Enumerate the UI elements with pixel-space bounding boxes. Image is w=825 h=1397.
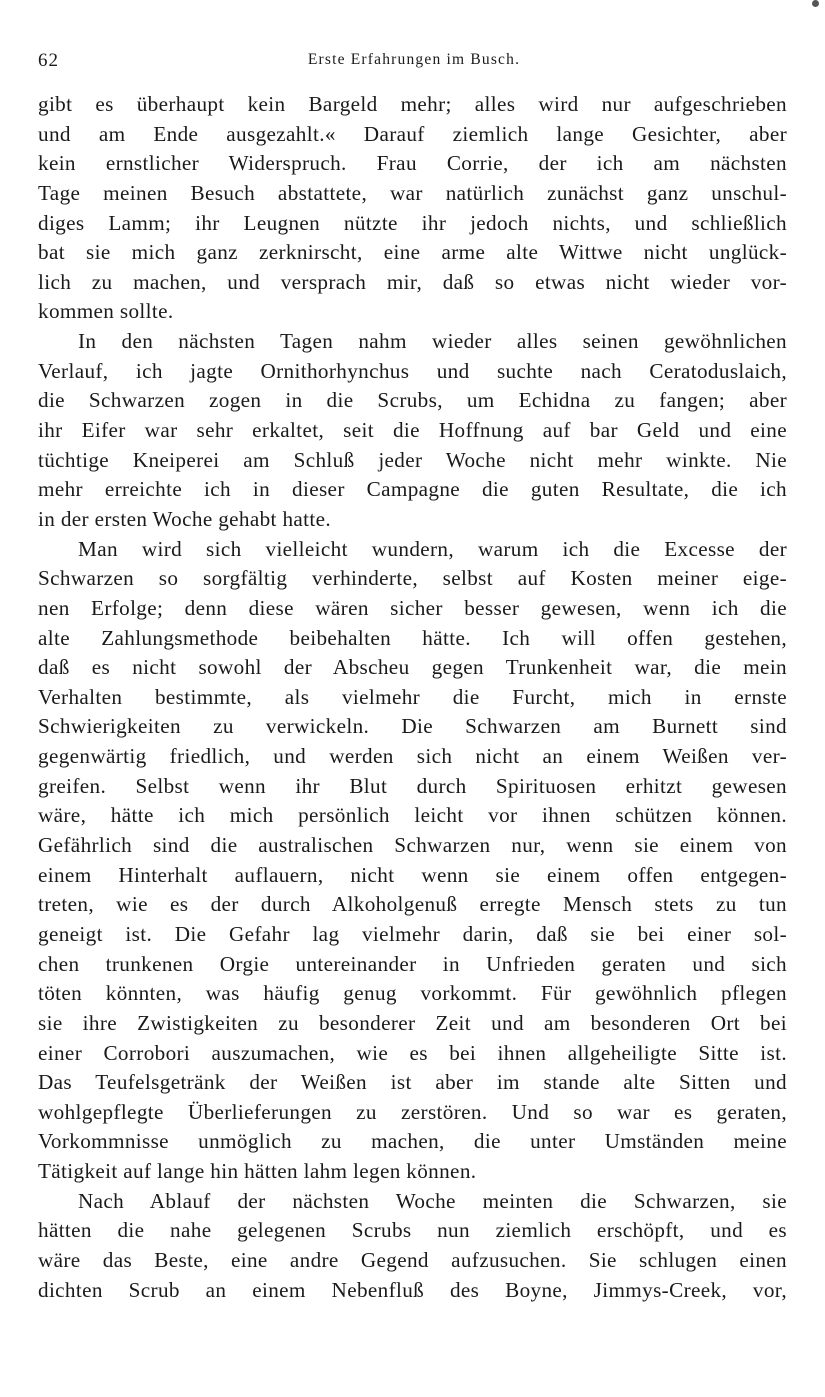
- text-line: Schwierigkeiten zu verwickeln. Die Schwarzen am Burnett sind: [38, 714, 787, 739]
- text-line: mehr erreichte ich in dieser Campagne die guten Resultate, die ich: [38, 477, 787, 502]
- text-line: Tätigkeit auf lange hin hätten lahm legen können.: [38, 1159, 477, 1184]
- text-line: ihr Eifer war sehr erkaltet, seit die Hoffnung auf bar Geld und eine: [38, 418, 787, 443]
- text-line: gibt es überhaupt kein Bargeld mehr; alles wird nur aufgeschrieben: [38, 92, 787, 116]
- text-line: tüchtige Kneiperei am Schluß jeder Woche nicht mehr winkte. Nie: [38, 447, 787, 472]
- text-line: töten könnten, was häufig genug vorkommt. Für gewöhnlich pflegen: [38, 981, 787, 1006]
- text-line: geneigt ist. Die Gefahr lag vielmehr darin, daß sie bei einer sol-: [38, 921, 787, 946]
- page-number: 62: [38, 50, 59, 71]
- text-line: kommen sollte.: [38, 299, 174, 324]
- text-line: einer Corrobori auszumachen, wie es bei ihnen allgeheiligte Sitte ist.: [38, 1040, 787, 1065]
- text-line: wohlgepflegte Überlieferungen zu zerstören. Und so war es geraten,: [38, 1099, 787, 1124]
- text-line: Tage meinen Besuch abstattete, war natürlich zunächst ganz unschul-: [38, 180, 787, 205]
- text-line: wäre, hätte ich mich persönlich leicht vor ihnen schützen können.: [38, 803, 787, 828]
- text-line: in der ersten Woche gehabt hatte.: [38, 506, 332, 531]
- text-line: treten, wie es der durch Alkoholgenuß erregte Mensch stets zu tun: [38, 892, 787, 917]
- text-line: hätten die nahe gelegenen Scrubs nun ziemlich erschöpft, und es: [38, 1218, 787, 1243]
- text-line: gegenwärtig friedlich, und werden sich nicht an einem Weißen ver-: [38, 744, 787, 769]
- text-line: bat sie mich ganz zerknirscht, eine arme alte Wittwe nicht unglück-: [38, 240, 787, 265]
- paragraph-first-line: In den nächsten Tagen nahm wieder alles seinen gewöhnlichen: [78, 329, 787, 354]
- text-line: sie ihre Zwistigkeiten zu besonderer Zeit und am besonderen Ort bei: [38, 1010, 787, 1035]
- text-line: dichten Scrub an einem Nebenfluß des Boyne, Jimmys-Creek, vor,: [38, 1277, 787, 1302]
- text-line: diges Lamm; ihr Leugnen nützte ihr jedoch nichts, und schließlich: [38, 210, 787, 235]
- text-line: die Schwarzen zogen in die Scrubs, um Echidna zu fangen; aber: [38, 388, 787, 413]
- scan-speck: [812, 0, 819, 7]
- text-line: Verlauf, ich jagte Ornithorhynchus und suchte nach Ceratoduslaich,: [38, 358, 787, 383]
- text-line: nen Erfolge; denn diese wären sicher besser gewesen, wenn ich die: [38, 595, 787, 620]
- text-line: einem Hinterhalt auflauern, nicht wenn sie einem offen entgegen-: [38, 862, 787, 887]
- text-line: Das Teufelsgetränk der Weißen ist aber im stande alte Sitten und: [38, 1070, 787, 1095]
- text-line: lich zu machen, und versprach mir, daß so etwas nicht wieder vor-: [38, 269, 787, 294]
- text-line: Verhalten bestimmte, als vielmehr die Furcht, mich in ernste: [38, 684, 787, 709]
- body-text: [38, 90, 787, 1305]
- text-line: kein ernstlicher Widerspruch. Frau Corrie, der ich am nächsten: [38, 151, 787, 176]
- page-header: [38, 50, 790, 74]
- text-line: greifen. Selbst wenn ihr Blut durch Spirituosen erhitzt gewesen: [38, 773, 787, 798]
- text-line: wäre das Beste, eine andre Gegend aufzusuchen. Sie schlugen einen: [38, 1247, 787, 1272]
- paragraph-first-line: Man wird sich vielleicht wundern, warum ich die Excesse der: [78, 536, 787, 561]
- text-line: und am Ende ausgezahlt.« Darauf ziemlich lange Gesichter, aber: [38, 121, 787, 146]
- text-line: Vorkommnisse unmöglich zu machen, die unter Umständen meine: [38, 1129, 787, 1154]
- running-title: Erste Erfahrungen im Busch.: [307, 51, 521, 68]
- text-line: chen trunkenen Orgie untereinander in Unfrieden geraten und sich: [38, 951, 787, 976]
- text-line: daß es nicht sowohl der Abscheu gegen Trunkenheit war, die mein: [38, 655, 787, 680]
- paragraph-first-line: Nach Ablauf der nächsten Woche meinten die Schwarzen, sie: [78, 1188, 787, 1213]
- text-line: alte Zahlungsmethode beibehalten hätte. Ich will offen gestehen,: [38, 625, 787, 650]
- text-line: Schwarzen so sorgfältig verhinderte, selbst auf Kosten meiner eige-: [38, 566, 787, 591]
- text-line: Gefährlich sind die australischen Schwarzen nur, wenn sie einem von: [38, 833, 787, 858]
